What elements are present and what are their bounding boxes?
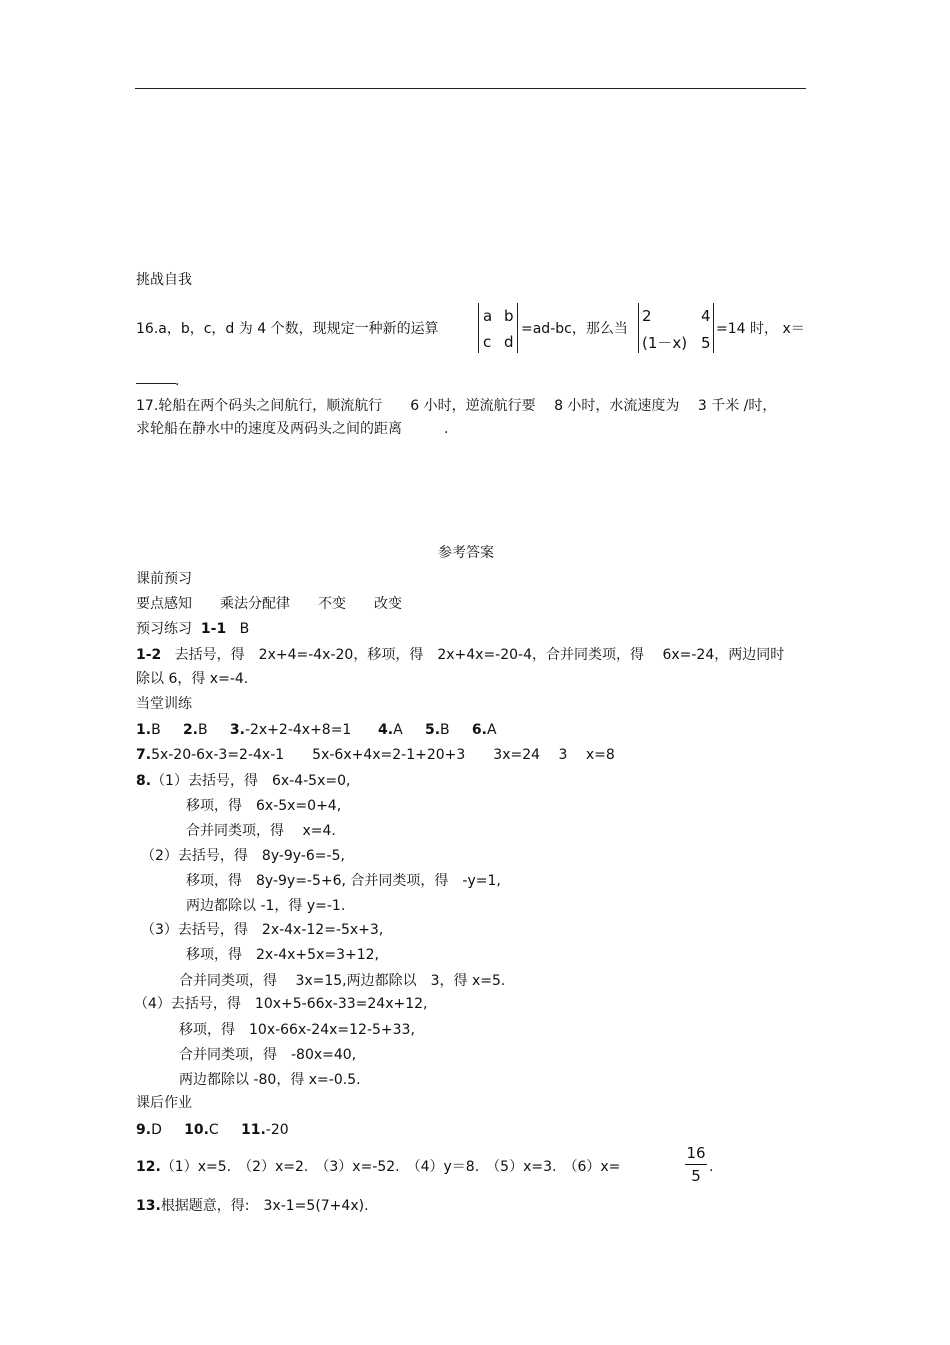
- determinant-ab-cd: [478, 303, 518, 353]
- q8-line-9: 合并同类项，得 3x=15,两边都除以 3，得 x=5.: [179, 973, 506, 989]
- q12-end: .: [709, 1159, 714, 1175]
- det2-c: (1－x): [642, 334, 688, 352]
- q12-line: 12.（1）x=5. （2）x=2. （3）x=-52. （4）y＝8. （5）x=3. （6）x=: [136, 1159, 621, 1175]
- section-heading-homework: 课后作业: [136, 1095, 192, 1111]
- q8-line-10: （4）去括号，得 10x+5-66x-33=24x+12,: [134, 996, 428, 1012]
- det1-b: b: [504, 307, 514, 325]
- q8-line-13: 两边都除以 -80，得 x=-0.5.: [179, 1072, 361, 1088]
- fraction-denominator: 5: [691, 1167, 701, 1185]
- q16-text-after: =14 时， x＝: [716, 321, 805, 337]
- q8-line-5: 移项，得 8y-9y=-5+6, 合并同类项，得 -y=1,: [186, 873, 501, 889]
- section-heading-preview: 课前预习: [136, 571, 192, 587]
- hw-answers-row: 9.D 10.C 11.-20: [136, 1122, 289, 1138]
- q8-line-2: 移项，得 6x-5x=0+4,: [186, 798, 342, 814]
- practice-line: 预习练习 1-1 B: [136, 621, 250, 637]
- q16-answer-blank: [136, 383, 176, 384]
- q16-period: .: [175, 373, 180, 389]
- q8-line-7: （3）去括号，得 2x-4x-12=-5x+3,: [141, 922, 384, 938]
- det1-c: c: [483, 333, 492, 351]
- q16-text-before: 16.a，b，c，d 为 4 个数，现规定一种新的运算: [136, 321, 439, 337]
- q17-line1: 17.轮船在两个码头之间航行，顺流航行 6 小时，逆流航行要 8 小时，水流速度为 3 千米 /时，: [136, 398, 777, 414]
- q8-line-4: （2）去括号，得 8y-9y-6=-5,: [141, 848, 345, 864]
- q8-line-8: 移项，得 2x-4x+5x=3+12,: [186, 947, 379, 963]
- q8-line-11: 移项，得 10x-66x-24x=12-5+33,: [179, 1022, 415, 1038]
- q8-line-6: 两边都除以 -1，得 y=-1.: [186, 898, 346, 914]
- q8-line-1: 8.（1）去括号，得 6x-4-5x=0,: [136, 773, 351, 789]
- det1-a: a: [483, 307, 493, 325]
- det1-d: d: [504, 333, 514, 351]
- q16-text-mid: =ad-bc，那么当: [521, 321, 628, 337]
- q8-line-12: 合并同类项，得 -80x=40,: [179, 1047, 357, 1063]
- determinant-2-4-1x-5: [638, 303, 714, 353]
- class-answers-row: 1.B 2.B 3.-2x+2-4x+8=1 4.A 5.B 6.A: [136, 722, 497, 738]
- q1-2-line1: 1-2 去括号，得 2x+4=-4x-20，移项，得 2x+4x=-20-4，合并同类项，得 6x=-24，两边同时: [136, 647, 785, 663]
- key-points: 要点感知 乘法分配律 不变 改变: [136, 596, 402, 612]
- header-rule: [135, 88, 806, 89]
- q1-2-line2: 除以 6，得 x=-4.: [136, 671, 249, 687]
- q7-line: 7.5x-20-6x-3=2-4x-1 5x-6x+4x=2-1+20+3 3x=24 3 x=8: [136, 747, 615, 763]
- q12-fraction: [685, 1144, 707, 1185]
- fraction-numerator: 16: [686, 1144, 706, 1162]
- det2-a: 2: [642, 307, 652, 325]
- section-heading-class: 当堂训练: [136, 696, 192, 712]
- fraction-bar: [685, 1164, 707, 1165]
- answers-title: 参考答案: [438, 545, 494, 561]
- det2-d: 5: [701, 334, 711, 352]
- q8-line-3: 合并同类项，得 x=4.: [186, 823, 336, 839]
- q17-line2: 求轮船在静水中的速度及两码头之间的距离 .: [136, 421, 449, 437]
- section-heading-challenge: 挑战自我: [136, 272, 192, 288]
- det2-b: 4: [701, 307, 711, 325]
- q13-line: 13.根据题意，得: 3x-1=5(7+4x).: [136, 1198, 369, 1214]
